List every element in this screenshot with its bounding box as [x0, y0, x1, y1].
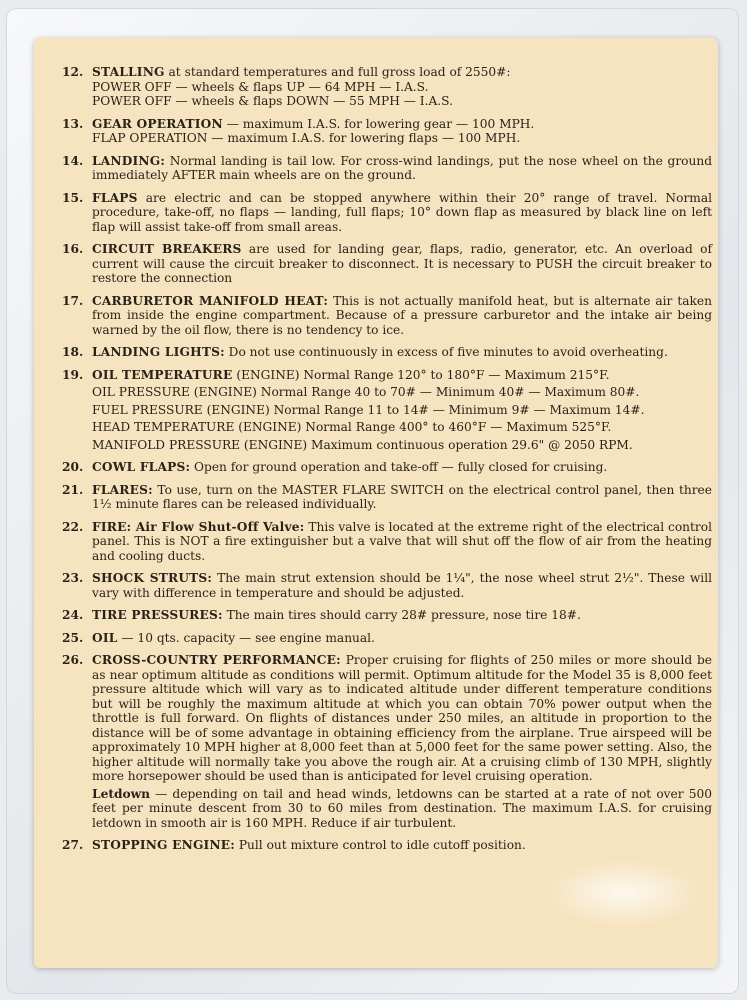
item-number: 12. [62, 65, 84, 79]
item-number: 15. [62, 190, 84, 205]
letdown-paragraph [92, 787, 712, 831]
item-text: This valve is located at the extreme right of the electrical control panel. This is NOT a fire extinguisher but a valve that will shut off the flow of air from the heating and cooling ducts. [92, 519, 712, 563]
list-item [62, 154, 712, 183]
item-text: To use, turn on the MASTER FLARE SWITCH on the electrical control panel, then three 1½ minute flares can be released individually. [92, 482, 712, 511]
item-number: 22. [62, 519, 84, 534]
item-text: The main strut extension should be 1¼", the nose wheel strut 2½". These will vary with difference in temperature and should be adjusted. [92, 571, 712, 600]
item-heading: GEAR OPERATION [92, 116, 223, 131]
item-line: POWER OFF — wheels & flaps DOWN — 55 MPH — I.A.S. [92, 94, 453, 108]
item-line: POWER OFF — wheels & flaps UP — 64 MPH — I.A.S. [92, 79, 429, 94]
item-text: — 10 qts. capacity — see engine manual. [117, 630, 375, 645]
list-item [62, 483, 712, 512]
list-item [62, 631, 712, 646]
head-temperature-line: HEAD TEMPERATURE (ENGINE) Normal Range 400° to 460°F — Maximum 525°F. [92, 420, 612, 434]
item-number: 19. [62, 367, 84, 382]
list-item [62, 294, 712, 338]
item-heading: COWL FLAPS: [92, 460, 191, 474]
fuel-pressure-line: FUEL PRESSURE (ENGINE) Normal Range 11 to 14# — Minimum 9# — Maximum 14#. [92, 402, 645, 417]
letdown-heading: Letdown [92, 786, 150, 801]
item-text: (ENGINE) Normal Range 120° to 180°F — Maximum 215°F. [232, 367, 610, 382]
item-number: 27. [62, 838, 84, 852]
list-item [62, 242, 712, 286]
checklist [62, 65, 712, 861]
manifold-pressure-line: MANIFOLD PRESSURE (ENGINE) Maximum continuous operation 29.6" @ 2050 RPM. [92, 437, 633, 452]
list-item [62, 65, 712, 109]
item-text: Normal landing is tail low. For cross-wind landings, put the nose wheel on the ground immediately AFTER main wheels are on the ground. [92, 153, 712, 182]
item-heading: SHOCK STRUTS: [92, 571, 213, 585]
item-text: — maximum I.A.S. for lowering gear — 100 MPH. [222, 116, 535, 131]
item-heading: TIRE PRESSURES: [92, 608, 223, 622]
item-number: 16. [62, 242, 84, 256]
list-item [62, 191, 712, 235]
item-heading: STALLING [92, 65, 165, 79]
item-number: 24. [62, 608, 84, 622]
item-text: The main tires should carry 28# pressure, nose tire 18#. [222, 608, 581, 622]
item-text: Pull out mixture control to idle cutoff position. [234, 838, 526, 852]
item-heading: LANDING: [92, 153, 166, 168]
list-item [62, 608, 712, 623]
item-heading: OIL TEMPERATURE [92, 367, 233, 382]
list-item [62, 345, 712, 360]
item-number: 26. [62, 653, 84, 667]
item-heading: FLARES: [92, 482, 153, 497]
list-item [62, 520, 712, 564]
item-number: 18. [62, 345, 84, 359]
item-text: are electric and can be stopped anywhere within their 20° range of travel. Normal procedure, take-off, no flaps — landing, full flaps; 10° down flap as measured by black line on left flap will assist take-off from small areas. [92, 190, 712, 234]
item-text: Do not use continuously in excess of five minutes to avoid overheating. [224, 345, 668, 359]
item-text: Open for ground operation and take-off — fully closed for cruising. [190, 460, 608, 474]
item-heading: OIL [92, 630, 118, 645]
item-heading: FIRE: Air Flow Shut-Off Valve: [92, 519, 305, 534]
item-text: This is not actually manifold heat, but is alternate air taken from inside the engine compartment. Because of a pressure carburetor and the intake air being warned by the oil flow, there is no tendency to ice. [92, 293, 712, 337]
item-text: at standard temperatures and full gross load of 2550#: [164, 65, 511, 79]
list-item [62, 571, 712, 600]
oil-pressure-line: OIL PRESSURE (ENGINE) Normal Range 40 to 70# — Minimum 40# — Maximum 80#. [92, 385, 640, 399]
item-heading: CARBURETOR MANIFOLD HEAT: [92, 293, 329, 308]
checklist-card [34, 38, 718, 968]
item-heading: STOPPING ENGINE: [92, 838, 235, 852]
item-heading: FLAPS [92, 190, 138, 205]
item-number: 13. [62, 116, 84, 131]
item-text: are used for landing gear, flaps, radio, generator, etc. An overload of current will cause the circuit breaker to disconnect. It is necessary to PUSH the circuit breaker to restore the connection [92, 242, 713, 285]
item-number: 25. [62, 630, 84, 645]
sleeve-glare [544, 858, 704, 928]
item-number: 20. [62, 460, 84, 474]
item-heading: CROSS-COUNTRY PERFORMANCE: [92, 653, 341, 667]
item-number: 23. [62, 571, 84, 585]
list-item [62, 838, 712, 853]
list-item [62, 368, 712, 453]
item-heading: CIRCUIT BREAKERS [92, 242, 242, 256]
item-text: Proper cruising for flights of 250 miles or more should be as near optimum altitude as conditions will permit. Optimum altitude for the Model 35 is 8,000 feet pressure altitude which will vary as to indicated altitude under different temperature conditions but will be roughly the maximum altitude at which you can obtain 70% power output when the throttle is full forward. On flights of distances under 250 miles, an altitude in proportion to the distance will be of some advantage in obtaining efficiency from the airplane. True airspeed will be approximately 10 MPH higher at 8,000 feet than at 5,000 feet for the same power setting. Also, the higher altitude will normally take you above the rough air. At a cruising climb of 130 MPH, slightly more horsepower should be used than is anticipated for level cruising operation. [92, 653, 712, 783]
item-line: FLAP OPERATION — maximum I.A.S. for lowering flaps — 100 MPH. [92, 131, 521, 145]
item-number: 14. [62, 153, 84, 168]
list-item [62, 117, 712, 146]
letdown-text: — depending on tail and head winds, letdowns can be started at a rate of not over 500 feet per minute descent from 30 to 60 miles from destination. The maximum I.A.S. for cruising letdown in smooth air is 160 MPH. Reduce if air turbulent. [92, 786, 712, 830]
item-heading: LANDING LIGHTS: [92, 345, 225, 359]
list-item [62, 460, 712, 475]
item-number: 21. [62, 482, 84, 497]
list-item [62, 653, 712, 830]
item-number: 17. [62, 293, 84, 308]
